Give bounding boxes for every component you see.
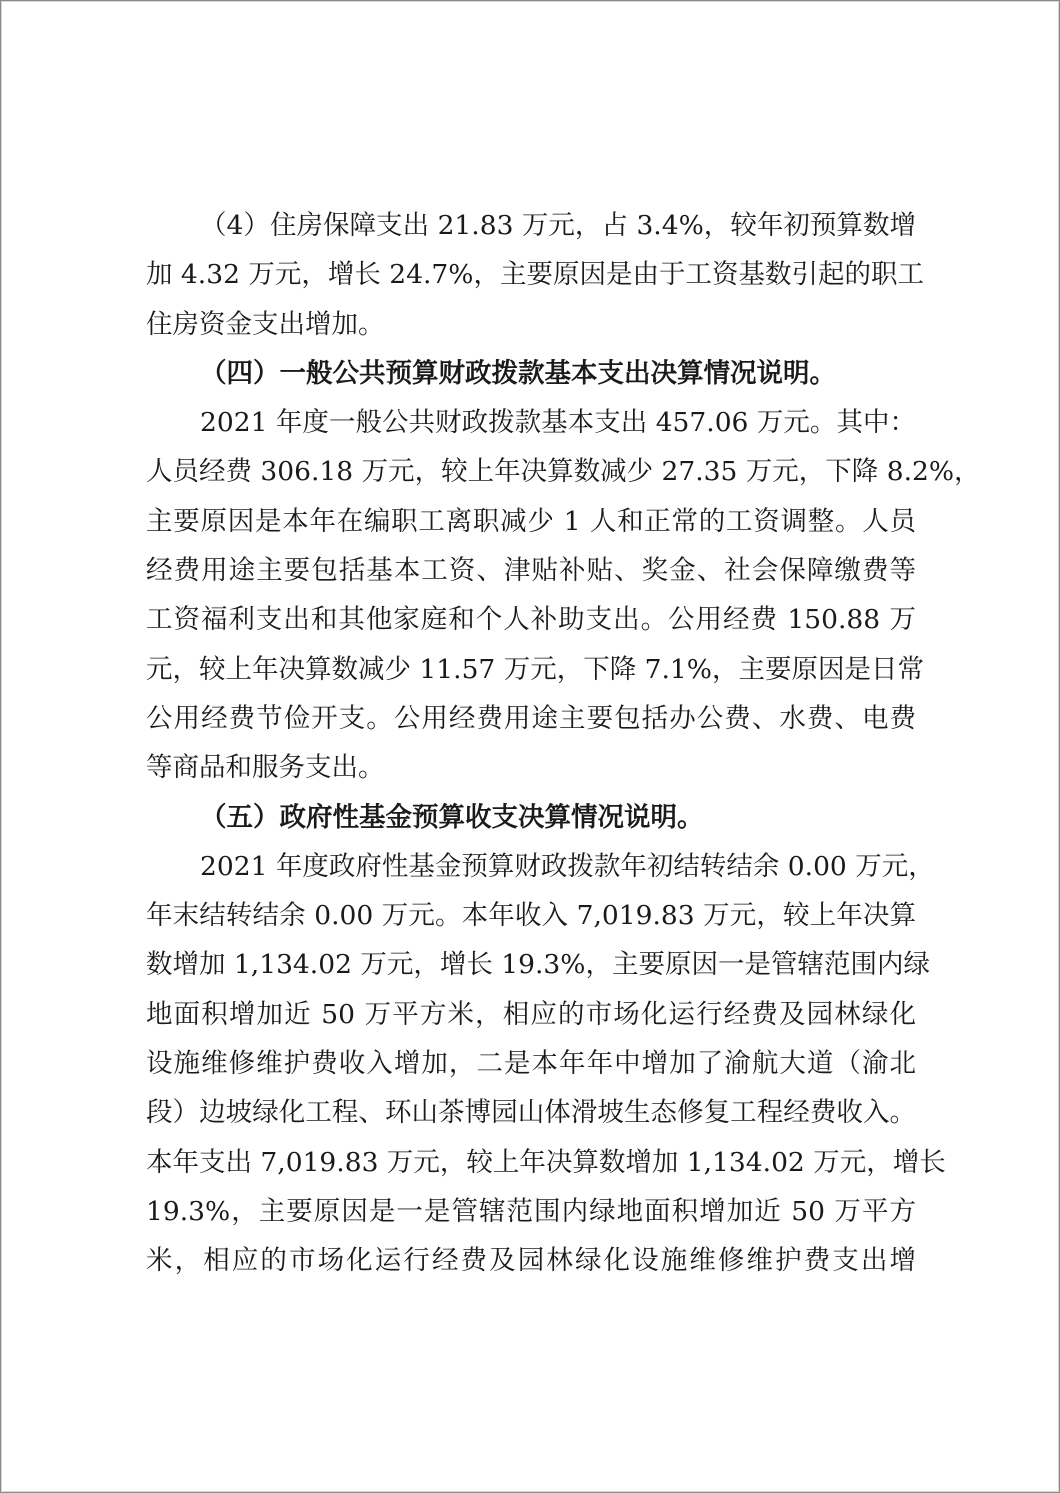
text-line: 2021 年度一般公共财政拨款基本支出 457.06 万元。其中： [200, 407, 916, 439]
text-line: 19.3%，主要原因是一是管辖范围内绿地面积增加近 50 万平方 [146, 1195, 916, 1227]
text-line: 等商品和服务支出。 [146, 752, 385, 784]
text-line: （4）住房保障支出 21.83 万元，占 3.4%，较年初预算数增 [200, 210, 916, 241]
document-body [146, 201, 981, 1286]
text-line: 米，相应的市场化运行经费及园林绿化设施维修维护费支出增 [146, 1245, 916, 1277]
text-line: 2021 年度政府性基金预算财政拨款年初结转结余 0.00 万元， [200, 850, 935, 882]
text-line: 人员经费 306.18 万元，较上年决算数减少 27.35 万元，下降 8.2%， [146, 456, 981, 488]
text-line: 住房资金支出增加。 [146, 308, 385, 340]
text-line: 主要原因是本年在编职工离职减少 1 人和正常的工资调整。人员 [146, 505, 916, 537]
text-line: 段）边坡绿化工程、环山茶博园山体滑坡生态修复工程经费收入。 [146, 1097, 916, 1129]
text-line: 数增加 1,134.02 万元，增长 19.3%，主要原因一是管辖范围内绿 [146, 949, 930, 981]
text-line: 元，较上年决算数减少 11.57 万元，下降 7.1%，主要原因是日常 [146, 653, 924, 685]
text-line: 经费用途主要包括基本工资、津贴补贴、奖金、社会保障缴费等 [146, 555, 916, 587]
text-line: 公用经费节俭开支。公用经费用途主要包括办公费、水费、电费 [146, 702, 916, 734]
text-line: 设施维修维护费收入增加，二是本年年中增加了渝航大道（渝北 [146, 1048, 916, 1080]
text-line: 本年支出 7,019.83 万元，较上年决算数增加 1,134.02 万元，增长 [146, 1146, 946, 1178]
text-line: 年末结转结余 0.00 万元。本年收入 7,019.83 万元，较上年决算 [146, 900, 916, 932]
text-line: 地面积增加近 50 万平方米，相应的市场化运行经费及园林绿化 [146, 998, 916, 1030]
section-heading: （五）政府性基金预算收支决算情况说明。 [200, 801, 704, 833]
section-heading: （四）一般公共预算财政拨款基本支出决算情况说明。 [200, 357, 836, 389]
text-line: 工资福利支出和其他家庭和个人补助支出。公用经费 150.88 万 [146, 604, 916, 636]
text-line: 加 4.32 万元，增长 24.7%，主要原因是由于工资基数引起的职工 [146, 259, 924, 291]
